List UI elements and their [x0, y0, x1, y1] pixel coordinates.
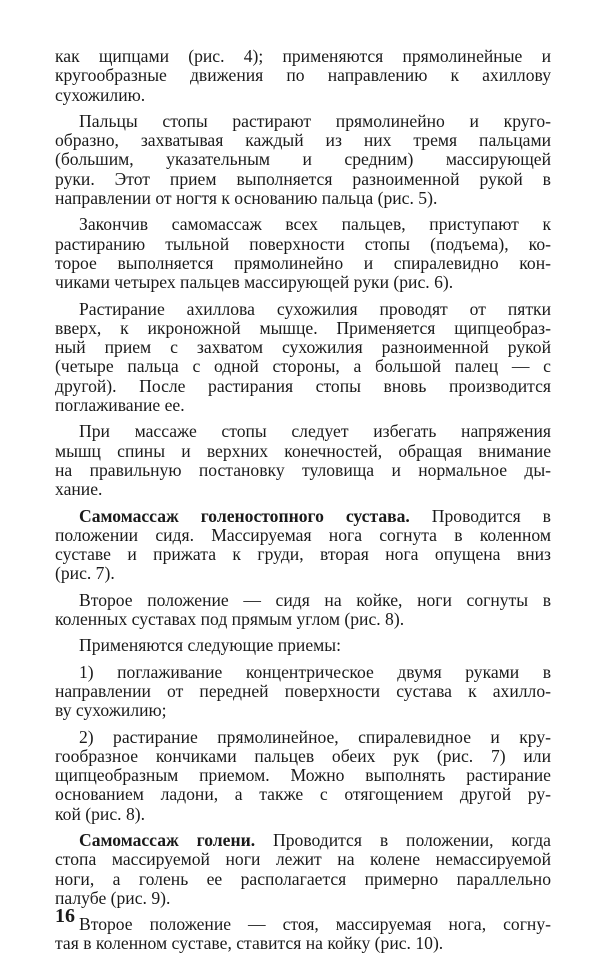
text-line: Пальцы стопы растирают прямолинейно и круго-: [79, 110, 551, 131]
text-line: щипцеобразным приемом. Можно выполнять растирание: [55, 765, 551, 786]
paragraph: [55, 215, 551, 292]
section-heading: Самомассаж голени.: [79, 829, 256, 850]
text-line: ву сухожилию;: [55, 700, 167, 721]
page-body: [55, 47, 551, 961]
text-line: другой). После растирания стопы вновь производится: [55, 375, 551, 396]
text-line: палубе (рис. 9).: [55, 887, 171, 908]
text-line: мышц спины и верхних конечностей, обращая внимание: [55, 440, 551, 461]
text-line: Закончив самомассаж всех пальцев, приступают к: [79, 214, 551, 235]
paragraph: [55, 728, 551, 824]
paragraph: [55, 47, 551, 105]
text-line: вверх, к икроножной мышце. Применяется щипцеобраз-: [55, 317, 551, 338]
text-line: направлении от передней поверхности сустава к ахилло-: [55, 680, 551, 701]
heading-continuation: Проводится в положении, когда: [255, 829, 551, 850]
text-line: образно, захватывая каждый из них тремя пальцами: [55, 130, 551, 151]
paragraph: [55, 636, 551, 655]
text-line: [55, 507, 551, 526]
text-line: сухожилию.: [55, 84, 146, 105]
text-line: чиками четырех пальцев массирующей руки (рис. 6).: [55, 272, 454, 293]
text-line: ноги, а голень ее располагается примерно параллельно: [55, 868, 551, 889]
text-line: торое выполняется прямолинейно и спиралевидно кон-: [55, 252, 551, 273]
text-line: стопа массируемой ноги лежит на колене немассируемой: [55, 849, 551, 870]
text-line: [55, 831, 551, 850]
text-line: кой (рис. 8).: [55, 803, 145, 824]
text-line: положении сидя. Массируемая нога согнута в коленном: [55, 524, 551, 545]
text-line: основанием ладони, а также с отягощением другой ру-: [55, 784, 551, 805]
text-line: растиранию тыльной поверхности стопы (подъема), ко-: [55, 233, 551, 254]
text-line: коленных суставах под прямым углом (рис. 8).: [55, 609, 405, 630]
text-line: кругообразные движения по направлению к ахиллову: [55, 65, 551, 86]
text-line: 1) поглаживание концентрическое двумя руками в: [79, 661, 551, 682]
text-line: Растирание ахиллова сухожилия проводят от пятки: [79, 298, 551, 319]
text-line: гообразное кончиками пальцев обеих рук (рис. 7) или: [55, 745, 551, 766]
paragraph: [55, 112, 551, 208]
heading-continuation: Проводится в: [409, 505, 551, 526]
text-line: Применяются следующие приемы:: [79, 635, 341, 656]
text-line: суставе и прижата к груди, вторая нога опущена вниз: [55, 544, 551, 565]
text-line: При массаже стопы следует избегать напряжения: [79, 421, 551, 442]
section-heading: Самомассаж голеностопного сустава.: [79, 505, 410, 526]
text-line: поглаживание ее.: [55, 395, 185, 416]
paragraph: [55, 300, 551, 416]
text-line: (четыре пальца с одной стороны, а большой палец — с: [55, 356, 551, 377]
paragraph: [55, 915, 551, 954]
text-line: (рис. 7).: [55, 563, 115, 584]
paragraph: [55, 663, 551, 721]
text-line: Второе положение — стоя, массируемая нога, согну-: [79, 914, 551, 935]
text-line: ный прием с захватом сухожилия разноименной рукой: [55, 337, 551, 358]
text-line: хание.: [55, 479, 103, 500]
text-line: (большим, указательным и средним) массирующей: [55, 149, 551, 170]
text-line: руки. Этот прием выполняется разноименной рукой в: [55, 168, 551, 189]
paragraph: [55, 422, 551, 499]
page-number: 16: [55, 905, 75, 927]
text-line: на правильную постановку туловища и нормальное ды-: [55, 459, 551, 480]
paragraph: [55, 507, 551, 584]
text-line: 2) растирание прямолинейное, спиралевидное и кру-: [79, 726, 551, 747]
text-line: как щипцами (рис. 4); применяются прямолинейные и: [55, 46, 551, 66]
paragraph: [55, 591, 551, 630]
text-line: направлении от ногтя к основанию пальца (рис. 5).: [55, 188, 438, 209]
text-line: тая в коленном суставе, ставится на койку (рис. 10).: [55, 933, 444, 954]
text-line: Второе положение — сидя на койке, ноги согнуты в: [79, 589, 551, 610]
paragraph: [55, 831, 551, 908]
